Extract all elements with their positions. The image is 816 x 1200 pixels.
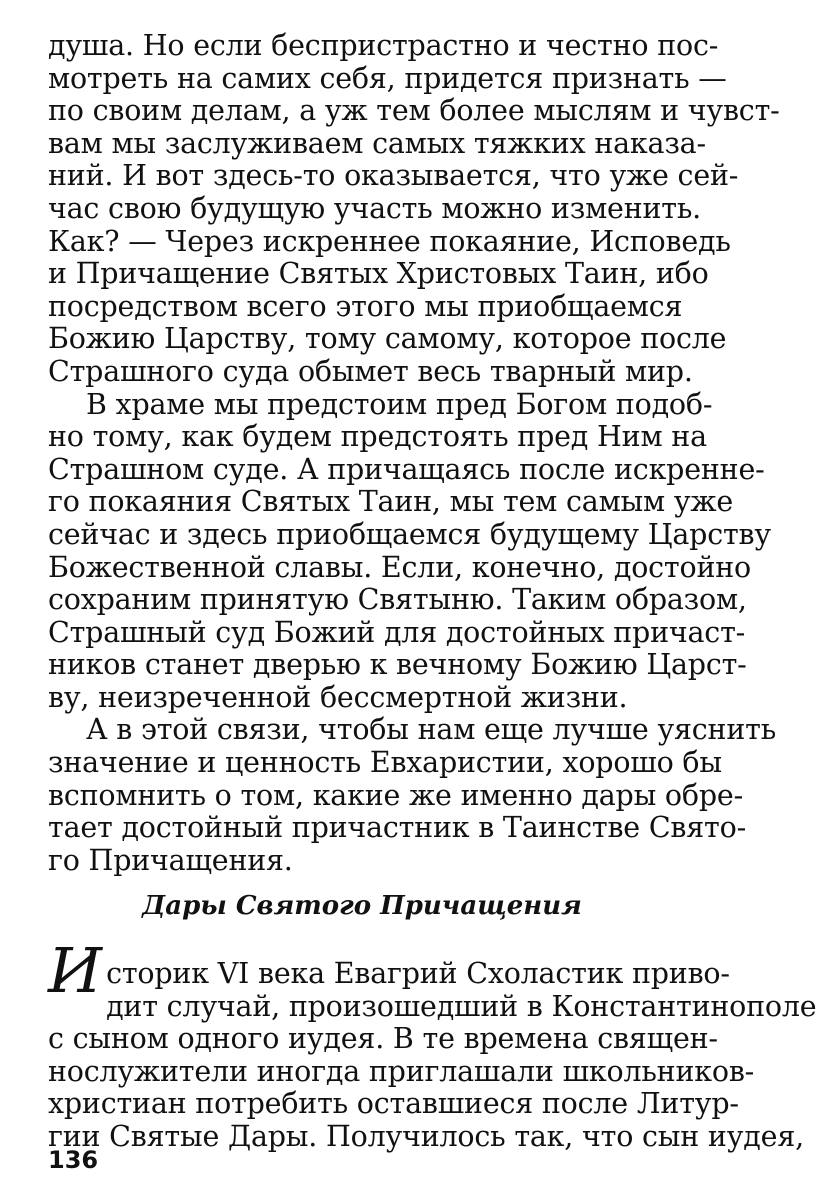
text-line: дит случай, произошедший в Константинополе (106, 989, 816, 1023)
text-line: ников станет дверью к вечному Божию Царст- (48, 648, 747, 682)
text-line: Божественной славы. Если, конечно, достойно (48, 550, 752, 584)
text-line: значение и ценность Евхаристии, хорошо бы (48, 746, 722, 780)
text-line: мотреть на самих себя, придется признать — (48, 61, 727, 95)
text-line: тает достойный причастник в Таинстве Свято- (48, 811, 747, 845)
text-line: сохраним принятую Святыню. Таким образом, (48, 583, 747, 617)
text-line: посредством всего этого мы приобщаемся (48, 289, 683, 323)
text-line: час свою будущую участь можно изменить. (48, 191, 702, 225)
text-line: ний. И вот здесь-то оказывается, что уже сей- (48, 159, 739, 193)
text-line: гии Святые Дары. Получилось так, что сын иудея, (48, 1119, 804, 1153)
text-line: вам мы заслуживаем самых тяжких наказа- (48, 126, 706, 160)
text-line: Страшном суде. А причащаясь после искренне- (48, 452, 765, 486)
paragraph-2 (48, 387, 771, 715)
text-line: ву, неизреченной бессмертной жизни. (48, 680, 628, 714)
drop-cap: И (48, 934, 103, 1007)
paragraph-3 (48, 713, 777, 877)
text-line: нослужители иногда приглашали школьников- (48, 1054, 755, 1088)
text-line: Страшный суд Божий для достойных причаст- (48, 615, 746, 649)
text-line: сторик VI века Евагрий Схоластик приво- (106, 957, 730, 990)
page-number: 136 (48, 1146, 99, 1174)
text-line: сейчас и здесь приобщаемся будущему Царству (48, 517, 771, 551)
paragraph-1 (48, 29, 780, 389)
text-line: с сыном одного иудея. В те времена священ- (48, 1022, 718, 1056)
text-line: но тому, как будем предстоять пред Ним на (48, 420, 707, 454)
text-line: по своим делам, а уж тем более мыслям и чувст- (48, 94, 780, 128)
text-line: Как? — Через искреннее покаяние, Исповедь (48, 224, 731, 258)
text-line: вспомнить о том, какие же именно дары обре- (48, 778, 743, 812)
book-page (48, 29, 816, 1153)
section-paragraph (48, 934, 816, 1154)
text-line: христиан потребить оставшиеся после Литур- (48, 1087, 739, 1121)
section-heading: Дары Святого Причащения (142, 891, 582, 921)
text-line: Божию Царству, тому самому, которое после (48, 322, 727, 356)
text-line: Страшного суда обымет весь тварный мир. (48, 354, 693, 388)
text-line: и Причащение Святых Христовых Таин, ибо (48, 257, 709, 291)
text-line: В храме мы предстоим пред Богом подоб- (86, 387, 713, 421)
text-line: го Причащения. (48, 843, 293, 877)
text-line: А в этой связи, чтобы нам еще лучше уяснить (86, 713, 777, 747)
text-line: душа. Но если беспристрастно и честно пос- (48, 29, 719, 62)
text-line: го покаяния Святых Таин, мы тем самым уже (48, 485, 734, 519)
